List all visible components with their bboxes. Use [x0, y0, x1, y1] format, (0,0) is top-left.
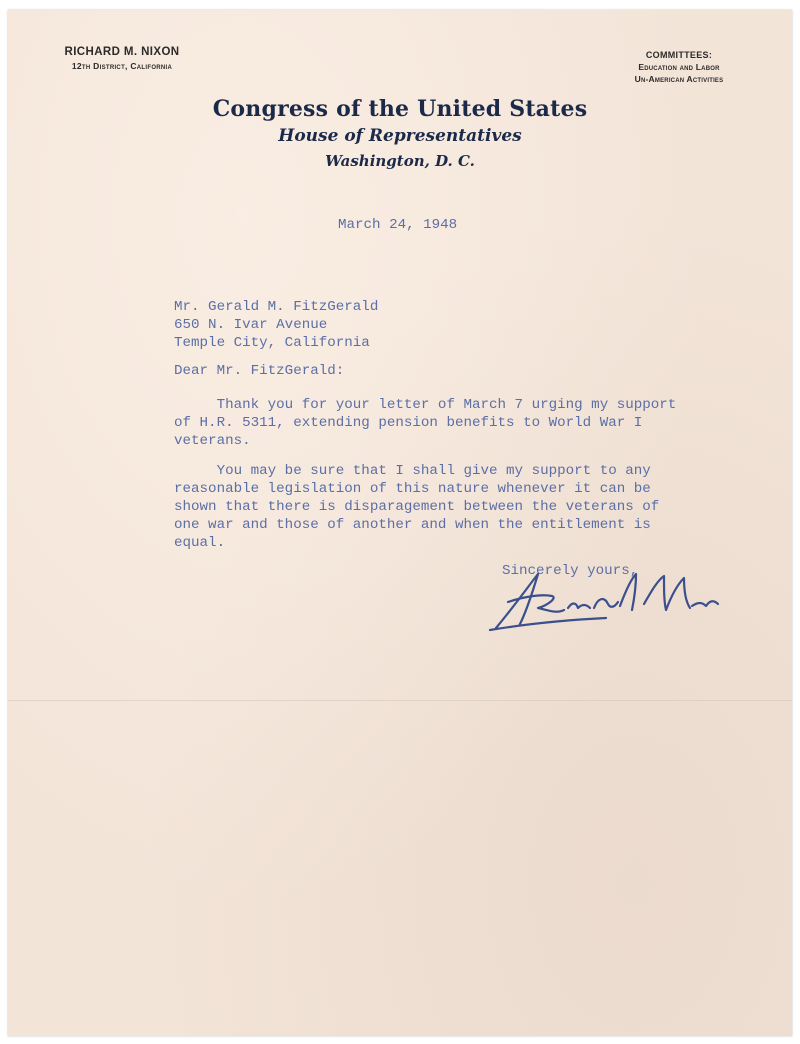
body-line: equal.	[174, 535, 226, 551]
body-line: veterans.	[174, 433, 251, 449]
paper-fold	[8, 700, 792, 702]
address-line: 650 N. Ivar Avenue	[174, 317, 328, 333]
body-line: reasonable legislation of this nature whenever it can be	[174, 481, 651, 497]
body-paragraph-1	[174, 396, 676, 450]
recipient-address	[174, 298, 378, 352]
salutation: Dear Mr. FitzGerald:	[174, 363, 345, 379]
committees-heading: COMMITTEES:	[645, 50, 713, 60]
member-name: RICHARD M. NIXON	[64, 46, 180, 58]
committee-item: Education and Labor	[638, 62, 720, 72]
congress-title: Congress of the United States	[212, 96, 588, 122]
body-line: You may be sure that I shall give my support to any	[174, 463, 651, 479]
letter-date: March 24, 1948	[338, 217, 458, 233]
closing: Sincerely yours,	[502, 563, 639, 579]
house-title: House of Representatives	[278, 126, 522, 146]
body-line: Thank you for your letter of March 7 urging my support	[174, 397, 677, 413]
body-paragraph-2	[174, 462, 659, 552]
body-line: shown that there is disparagement between the veterans of	[174, 499, 660, 515]
body-line: of H.R. 5311, extending pension benefits to World War I	[174, 415, 643, 431]
letterhead-member	[42, 46, 202, 71]
letterhead-title	[8, 96, 792, 170]
member-district: 12th District, California	[71, 61, 173, 71]
body-line: one war and those of another and when the entitlement is	[174, 517, 651, 533]
signature-image	[486, 564, 726, 636]
letter-paper	[8, 10, 792, 1036]
address-line: Mr. Gerald M. FitzGerald	[174, 299, 379, 315]
letterhead-committees	[594, 50, 764, 84]
address-line: Temple City, California	[174, 335, 370, 351]
committee-item: Un-American Activities	[634, 74, 724, 84]
city-title: Washington, D. C.	[325, 152, 475, 170]
